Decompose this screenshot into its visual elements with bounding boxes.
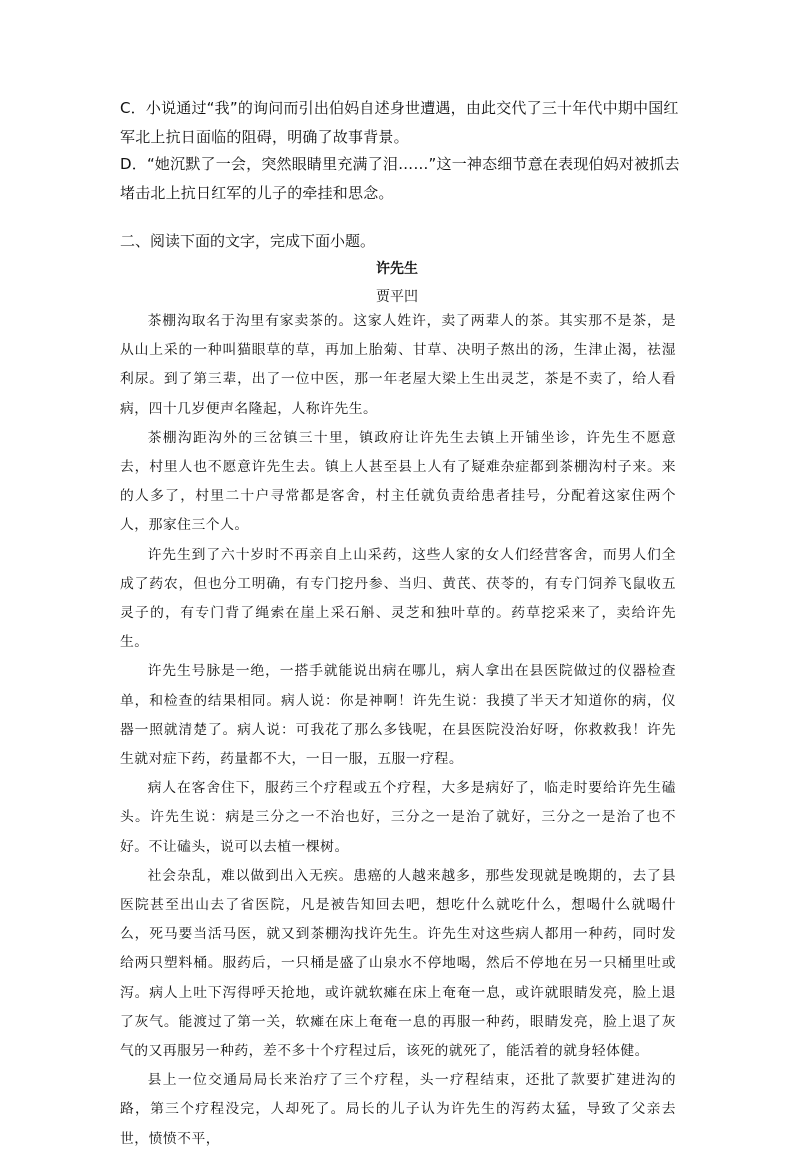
story-paragraph: 病人在客舍住下，服药三个疗程或五个疗程，大多是病好了，临走时要给许先生磕头。许先生说：病是三分之一不治也好，三分之一是治了就好，三分之一是治了也不好。不让磕头，说可以去植一棵树。 [120,780,676,855]
story-paragraph: 许先生到了六十岁时不再亲自上山采药，这些人家的女人们经营客舍，而男人们全成了药农，但也分工明确，有专门挖丹参、当归、黄芪、茯苓的，有专门饲养飞鼠收五灵子的，有专门背了绳索在崖上采石斛、灵芝和独叶草的。药草挖采来了，卖给许先生。 [120,546,676,651]
story-paragraph: 茶棚沟距沟外的三岔镇三十里，镇政府让许先生去镇上开铺坐诊，许先生不愿意去，村里人也不愿意许先生去。镇上人甚至县上人有了疑难杂症都到茶棚沟村子来。来的人多了，村里二十户寻常都是客舍，村主任就负责给患者挂号，分配着这家住两个人，那家住三个人。 [120,429,676,534]
story-title: 许先生 [376,261,418,277]
story-paragraph: 县上一位交通局局长来治疗了三个疗程，头一疗程结束，还批了款要扩建进沟的路，第三个疗程没完，人却死了。局长的儿子认为许先生的泻药太猛，导致了父亲去世，愤愤不平， [120,1072,676,1147]
story-body [120,307,676,1154]
story-paragraph: 许先生号脉是一绝，一搭手就能说出病在哪儿，病人拿出在县医院做过的仪器检查单，和检查的结果相同。病人说：你是神啊！许先生说：我摸了半天才知道你的病，仪器一照就清楚了。病人说：可我花了那么多钱呢，在县医院没治好呀，你救救我！许先生就对症下药，药量都不大，一日一服，五服一疗程。 [120,663,676,768]
story-paragraph: 社会杂乱，难以做到出入无疾。患癌的人越来越多，那些发现就是晚期的，去了县医院甚至出山去了省医院，凡是被告知回去吧，想吃什么就吃什么，想喝什么就喝什么，死马要当活马医，就又到茶棚沟找许先生。许先生对这些病人都用一种药，同时发给两只塑料桶。服药后，一只桶是盛了山泉水不停地喝，然后不停地在另一只桶里吐或泻。病人上吐下泻得呼天抢地，或许就软瘫在床上奄奄一息，或许就眼睛发亮，脸上退了灰气。能渡过了第一关，软瘫在床上奄奄一息的再服一种药，眼睛发亮，脸上退了灰气的又再服另一种药，差不多十个疗程过后，该死的就死了，能活着的就身轻体健。 [120,867,676,1060]
option-c: C．小说通过“我”的询问而引出伯妈自述身世遭遇，由此交代了三十年代中期中国红军北上抗日面临的阻碍，明确了故事背景。 [120,99,679,146]
story-paragraph: 茶棚沟取名于沟里有家卖茶的。这家人姓许，卖了两辈人的茶。其实那不是茶，是从山上采的一种叫猫眼草的草，再加上胎菊、甘草、决明子熬出的汤，生津止渴，祛湿利尿。到了第三辈，出了一位中医，那一年老屋大梁上生出灵芝，茶是不卖了，给人看病，四十几岁便声名隆起，人称许先生。 [120,313,676,417]
option-d: D．“她沉默了一会，突然眼睛里充满了泪……”这一神态细节意在表现伯妈对被抓去堵击北上抗日红军的儿子的牵挂和思念。 [120,155,680,202]
section-heading: 二、阅读下面的文字，完成下面小题。 [120,232,376,250]
story-author: 贾平凹 [376,289,418,305]
